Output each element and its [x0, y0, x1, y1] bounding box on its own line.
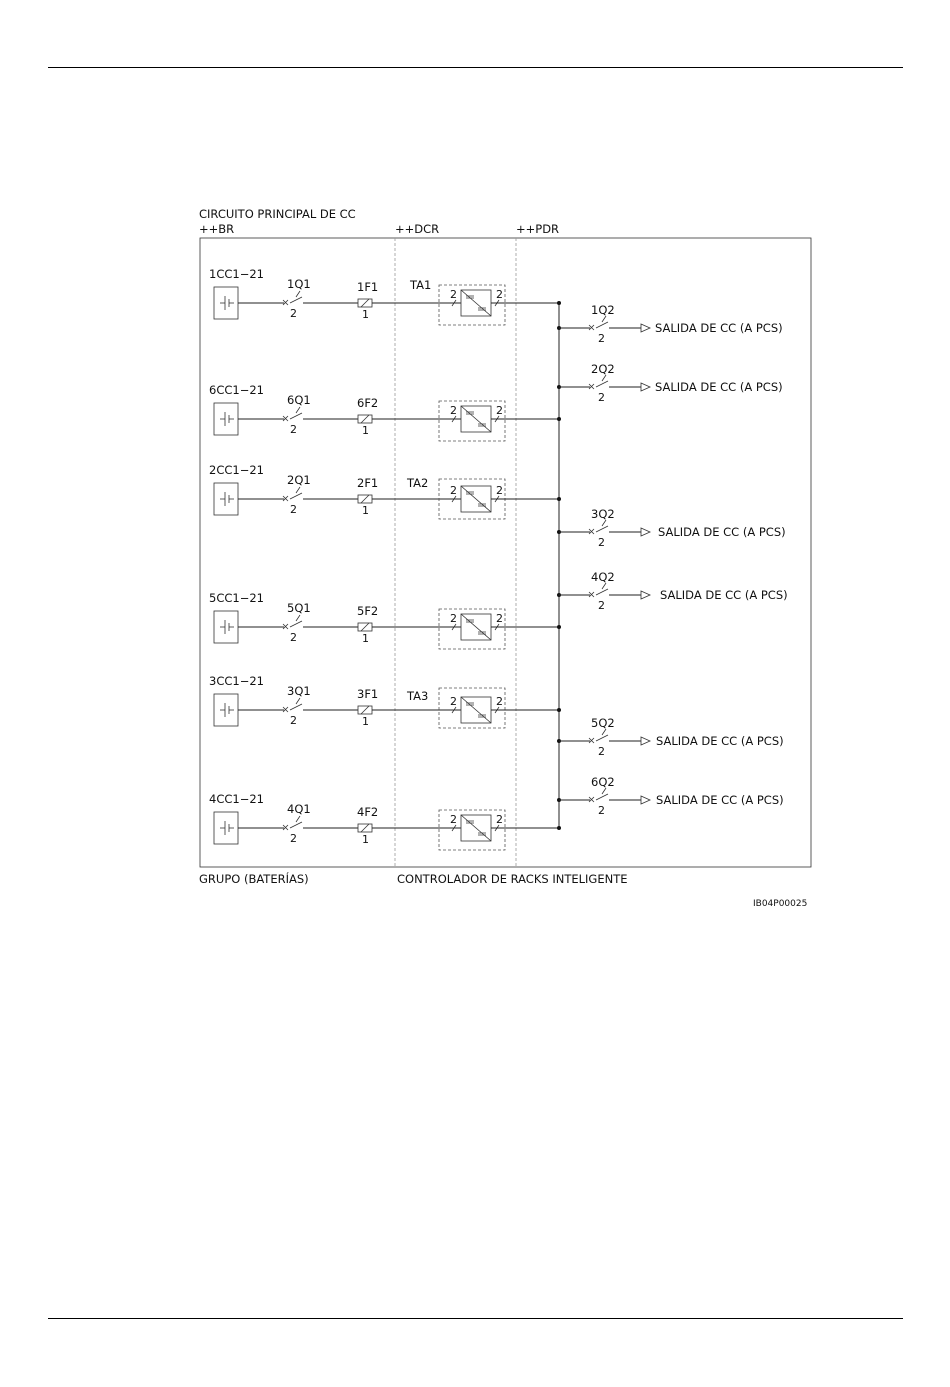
battery-label: 4CC1−21 — [209, 792, 264, 806]
breaker-pole-label: 2 — [290, 423, 297, 436]
input-branch — [209, 463, 561, 519]
dc-input-mark-icon — [466, 620, 474, 622]
output-pole-label: 2 — [598, 745, 605, 758]
breaker-pole-label: 2 — [290, 503, 297, 516]
output-label: SALIDA DE CC (A PCS) — [660, 588, 788, 602]
output-label: SALIDA DE CC (A PCS) — [658, 525, 786, 539]
output-label: SALIDA DE CC (A PCS) — [656, 734, 784, 748]
dc-output-mark-icon — [478, 715, 486, 717]
dc-output-mark-icon — [478, 833, 486, 835]
converter-diagonal — [461, 614, 491, 640]
fuse-label: 1F1 — [357, 280, 379, 294]
breaker-pole-label: 2 — [290, 832, 297, 845]
output-pole-label: 2 — [598, 332, 605, 345]
output-breaker-label: 2Q2 — [591, 362, 615, 376]
zone-label-pdr: ++PDR — [516, 222, 560, 236]
fuse-label: 6F2 — [357, 396, 379, 410]
battery-rack-icon — [214, 287, 238, 319]
zone-label-br: ++BR — [199, 222, 235, 236]
output-feeders — [557, 303, 788, 817]
input-branch — [209, 267, 561, 325]
figure-code: IB04P00025 — [753, 899, 808, 909]
input-branch — [209, 792, 561, 850]
breaker-contact-icon — [596, 794, 608, 800]
breaker-label: 1Q1 — [287, 277, 311, 291]
converter-out-pole-label: 2 — [496, 404, 503, 417]
battery-label: 2CC1−21 — [209, 463, 264, 477]
dc-input-mark-icon — [466, 821, 474, 823]
ta-label-2: TA2 — [407, 476, 429, 490]
controller-label: CONTROLADOR DE RACKS INTELIGENTE — [397, 872, 628, 886]
breaker-label: 5Q1 — [287, 601, 311, 615]
breaker-contact-icon — [290, 297, 302, 303]
battery-label: 6CC1−21 — [209, 383, 264, 397]
output-label: SALIDA DE CC (A PCS) — [656, 793, 784, 807]
converter-diagonal — [461, 486, 491, 512]
output-feeder — [557, 570, 788, 612]
converter-diagonal — [461, 406, 491, 432]
input-branch — [209, 674, 561, 728]
output-breaker-label: 4Q2 — [591, 570, 615, 584]
output-pole-label: 2 — [598, 391, 605, 404]
ta-label-1: TA1 — [410, 278, 432, 292]
fuse-element-icon — [361, 706, 369, 714]
bus-junction-dot — [557, 497, 561, 501]
breaker-label: 3Q1 — [287, 684, 311, 698]
breaker-pole-label: 2 — [290, 307, 297, 320]
ta-label-3: TA3 — [407, 689, 429, 703]
breaker-contact-icon — [290, 822, 302, 828]
converter-out-pole-label: 2 — [496, 695, 503, 708]
fuse-pole-label: 1 — [362, 632, 369, 645]
battery-label: 3CC1−21 — [209, 674, 264, 688]
output-pole-label: 2 — [598, 536, 605, 549]
battery-rack-icon — [214, 483, 238, 515]
breaker-actuator-icon — [296, 487, 300, 493]
output-breaker-label: 1Q2 — [591, 303, 615, 317]
breaker-contact-icon — [596, 322, 608, 328]
output-arrow-icon — [641, 324, 650, 332]
breaker-contact-icon — [596, 381, 608, 387]
fuse-pole-label: 1 — [362, 833, 369, 846]
breaker-actuator-icon — [296, 407, 300, 413]
output-feeder — [557, 716, 784, 758]
output-label: SALIDA DE CC (A PCS) — [655, 380, 783, 394]
output-breaker-label: 5Q2 — [591, 716, 615, 730]
breaker-contact-icon — [290, 704, 302, 710]
breaker-label: 6Q1 — [287, 393, 311, 407]
fuse-label: 2F1 — [357, 476, 379, 490]
battery-rack-icon — [214, 812, 238, 844]
breaker-contact-icon — [596, 526, 608, 532]
output-label: SALIDA DE CC (A PCS) — [655, 321, 783, 335]
bus-junction-dot — [557, 826, 561, 830]
breaker-contact-icon — [290, 621, 302, 627]
converter-in-pole-label: 2 — [450, 484, 457, 497]
converter-diagonal — [461, 290, 491, 316]
dc-input-mark-icon — [466, 296, 474, 298]
fuse-element-icon — [361, 623, 369, 631]
input-branch — [209, 591, 561, 649]
bus-junction-dot — [557, 708, 561, 712]
breaker-actuator-icon — [296, 816, 300, 822]
breaker-actuator-icon — [296, 291, 300, 297]
dc-output-mark-icon — [478, 424, 486, 426]
battery-rack-icon — [214, 403, 238, 435]
dc-input-mark-icon — [466, 412, 474, 414]
fuse-label: 4F2 — [357, 805, 379, 819]
battery-label: 5CC1−21 — [209, 591, 264, 605]
converter-out-pole-label: 2 — [496, 288, 503, 301]
converter-in-pole-label: 2 — [450, 288, 457, 301]
fuse-label: 3F1 — [357, 687, 379, 701]
converter-diagonal — [461, 815, 491, 841]
output-feeder — [557, 303, 783, 345]
fuse-element-icon — [361, 824, 369, 832]
converter-enclosure — [439, 688, 505, 728]
bus-junction-dot — [557, 625, 561, 629]
output-feeder — [557, 362, 783, 404]
input-branches — [209, 267, 561, 850]
dc-output-mark-icon — [478, 632, 486, 634]
breaker-contact-icon — [596, 589, 608, 595]
bus-junction-dot — [557, 301, 561, 305]
breaker-contact-icon — [596, 735, 608, 741]
fuse-element-icon — [361, 495, 369, 503]
output-arrow-icon — [641, 796, 650, 804]
breaker-label: 2Q1 — [287, 473, 311, 487]
dc-output-mark-icon — [478, 308, 486, 310]
battery-rack-icon — [214, 694, 238, 726]
output-pole-label: 2 — [598, 599, 605, 612]
breaker-contact-icon — [290, 413, 302, 419]
output-feeder — [557, 507, 786, 549]
breaker-pole-label: 2 — [290, 714, 297, 727]
output-arrow-icon — [641, 591, 650, 599]
fuse-pole-label: 1 — [362, 504, 369, 517]
breaker-actuator-icon — [296, 698, 300, 704]
fuse-pole-label: 1 — [362, 424, 369, 437]
zone-label-dcr: ++DCR — [395, 222, 440, 236]
output-breaker-label: 3Q2 — [591, 507, 615, 521]
converter-in-pole-label: 2 — [450, 612, 457, 625]
converter-out-pole-label: 2 — [496, 484, 503, 497]
fuse-element-icon — [361, 415, 369, 423]
dc-input-mark-icon — [466, 492, 474, 494]
breaker-pole-label: 2 — [290, 631, 297, 644]
fuse-pole-label: 1 — [362, 715, 369, 728]
output-arrow-icon — [641, 737, 650, 745]
converter-diagonal — [461, 697, 491, 723]
output-pole-label: 2 — [598, 804, 605, 817]
fuse-pole-label: 1 — [362, 308, 369, 321]
diagram-title: CIRCUITO PRINCIPAL DE CC — [199, 207, 356, 221]
converter-out-pole-label: 2 — [496, 612, 503, 625]
fuse-label: 5F2 — [357, 604, 379, 618]
converter-in-pole-label: 2 — [450, 404, 457, 417]
breaker-label: 4Q1 — [287, 802, 311, 816]
output-breaker-label: 6Q2 — [591, 775, 615, 789]
dc-output-mark-icon — [478, 504, 486, 506]
group-label: GRUPO (BATERÍAS) — [199, 872, 309, 886]
battery-rack-icon — [214, 611, 238, 643]
dc-input-mark-icon — [466, 703, 474, 705]
breaker-contact-icon — [290, 493, 302, 499]
input-branch — [209, 383, 561, 441]
converter-in-pole-label: 2 — [450, 813, 457, 826]
output-arrow-icon — [641, 383, 650, 391]
converter-out-pole-label: 2 — [496, 813, 503, 826]
bus-junction-dot — [557, 417, 561, 421]
battery-label: 1CC1−21 — [209, 267, 264, 281]
output-feeder — [557, 775, 784, 817]
fuse-element-icon — [361, 299, 369, 307]
breaker-actuator-icon — [296, 615, 300, 621]
converter-in-pole-label: 2 — [450, 695, 457, 708]
output-arrow-icon — [641, 528, 650, 536]
